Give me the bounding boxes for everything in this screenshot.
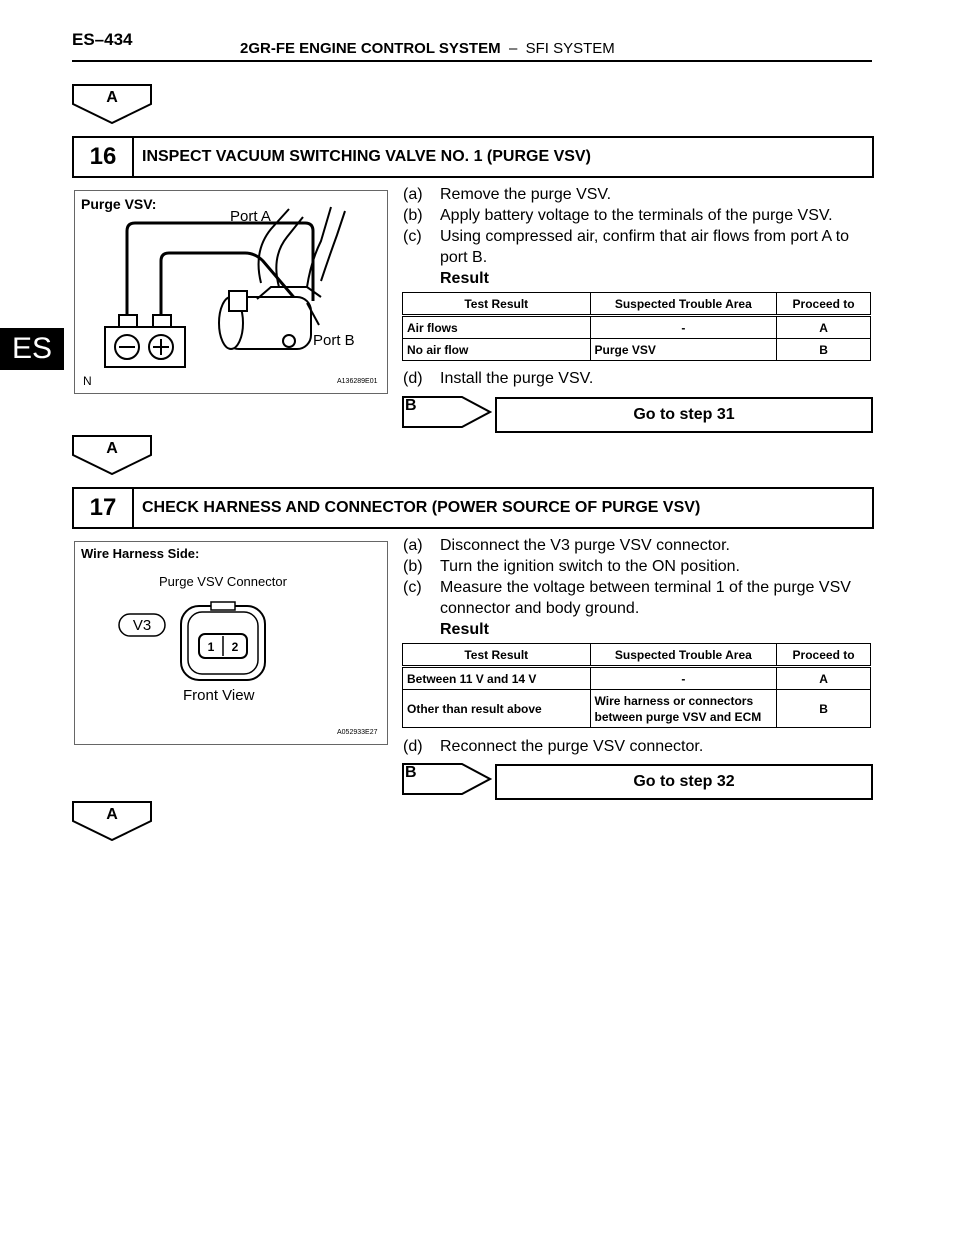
side-tab: ES — [0, 328, 64, 370]
step-16-instructions — [403, 184, 873, 289]
figure-id: A136289E01 — [337, 378, 378, 385]
step-title: INSPECT VACUUM SWITCHING VALVE NO. 1 (PURGE VSV) — [142, 148, 591, 165]
purge-vsv-figure — [74, 190, 388, 394]
section-title-sep: – — [508, 40, 518, 57]
table-cell: Air flows — [403, 316, 591, 339]
header-rule — [72, 60, 872, 62]
table-header: Test Result — [403, 644, 591, 667]
figure-caption: Wire Harness Side: — [81, 546, 200, 561]
connector-illustration — [75, 542, 387, 744]
purge-vsv-illustration — [75, 191, 387, 393]
goto-step-32: Go to step 32 — [495, 764, 873, 800]
instruction-mark: (c) — [403, 579, 422, 596]
figure-corner-mark: N — [83, 374, 92, 388]
flow-marker-label: A — [106, 806, 118, 823]
table-header: Proceed to — [777, 293, 871, 316]
instruction-mark: (b) — [403, 558, 423, 575]
instruction-text: Install the purge VSV. — [440, 370, 594, 387]
instruction-mark: (c) — [403, 228, 422, 245]
section-title-main: 2GR-FE ENGINE CONTROL SYSTEM — [240, 40, 501, 57]
table-cell: B — [777, 690, 871, 728]
page-number: ES–434 — [72, 30, 133, 49]
step-16-result-table — [402, 292, 871, 361]
instruction-mark: (a) — [403, 537, 423, 554]
instruction-item — [403, 205, 873, 226]
step-16-header — [72, 136, 874, 178]
table-cell: A — [777, 667, 871, 690]
table-header: Suspected Trouble Area — [590, 293, 777, 316]
instruction-item — [403, 577, 865, 619]
instruction-text: Measure the voltage between terminal 1 of the purge VSV connector and body ground. — [440, 579, 851, 617]
flow-marker-a — [72, 801, 152, 841]
instruction-item — [403, 535, 873, 556]
instruction-item — [403, 556, 873, 577]
instruction-mark: (b) — [403, 207, 423, 224]
table-header: Suspected Trouble Area — [590, 644, 777, 667]
flow-marker-label: B — [405, 764, 417, 781]
step-17-after — [403, 736, 703, 757]
table-cell: A — [777, 316, 871, 339]
table-cell: - — [590, 316, 777, 339]
table-cell: Other than result above — [403, 690, 591, 728]
table-cell: Purge VSV — [590, 339, 777, 361]
connector-figure — [74, 541, 388, 745]
table-row — [403, 667, 871, 690]
flow-marker-label: A — [106, 440, 118, 457]
instruction-mark: (a) — [403, 186, 423, 203]
instruction-item — [403, 226, 865, 268]
port-a-label: Port A — [230, 208, 271, 225]
instruction-text: Remove the purge VSV. — [440, 186, 612, 203]
result-label: Result — [440, 621, 489, 638]
instruction-text: Reconnect the purge VSV connector. — [440, 738, 704, 755]
step-17-instructions — [403, 535, 873, 640]
view-label: Front View — [183, 687, 255, 704]
instruction-item — [403, 736, 703, 757]
flow-marker-b — [402, 763, 492, 795]
connector-code: V3 — [132, 617, 152, 634]
table-header-row — [403, 644, 871, 667]
table-header-row — [403, 293, 871, 316]
table-cell: - — [590, 667, 777, 690]
table-header: Test Result — [403, 293, 591, 316]
instruction-text: Apply battery voltage to the terminals of the purge VSV. — [440, 207, 833, 224]
step-title: CHECK HARNESS AND CONNECTOR (POWER SOURCE OF PURGE VSV) — [142, 499, 701, 516]
step-16-after — [403, 368, 593, 389]
instruction-item — [403, 184, 873, 205]
table-row — [403, 339, 871, 361]
instruction-text: Using compressed air, confirm that air flows from port A to port B. — [440, 228, 850, 266]
instruction-text: Disconnect the V3 purge VSV connector. — [440, 537, 730, 554]
instruction-mark: (d) — [403, 370, 423, 387]
instruction-mark: (d) — [403, 738, 423, 755]
section-title — [240, 40, 615, 57]
flow-marker-a — [72, 435, 152, 475]
port-b-label: Port B — [313, 332, 355, 349]
table-header: Proceed to — [777, 644, 871, 667]
table-cell: No air flow — [403, 339, 591, 361]
table-cell: Between 11 V and 14 V — [403, 667, 591, 690]
pin-2-label: 2 — [231, 640, 239, 654]
flow-marker-label: B — [405, 397, 417, 414]
instruction-item — [403, 368, 593, 389]
table-row — [403, 316, 871, 339]
figure-id: A052933E27 — [337, 729, 378, 736]
flow-marker-a — [72, 84, 152, 124]
step-number: 17 — [74, 489, 134, 527]
flow-marker-label: A — [106, 89, 118, 106]
step-17-header — [72, 487, 874, 529]
step-17-result-table — [402, 643, 871, 728]
table-cell: B — [777, 339, 871, 361]
step-number: 16 — [74, 138, 134, 176]
section-title-sub: SFI SYSTEM — [525, 40, 615, 57]
goto-step-31: Go to step 31 — [495, 397, 873, 433]
result-label: Result — [440, 270, 489, 287]
pin-1-label: 1 — [207, 640, 215, 654]
flow-marker-b — [402, 396, 492, 428]
table-cell: Wire harness or connectors between purge VSV and ECM — [590, 690, 777, 728]
connector-label: Purge VSV Connector — [159, 574, 287, 589]
table-row — [403, 690, 871, 728]
figure-caption: Purge VSV: — [81, 196, 157, 212]
instruction-text: Turn the ignition switch to the ON position. — [440, 558, 740, 575]
